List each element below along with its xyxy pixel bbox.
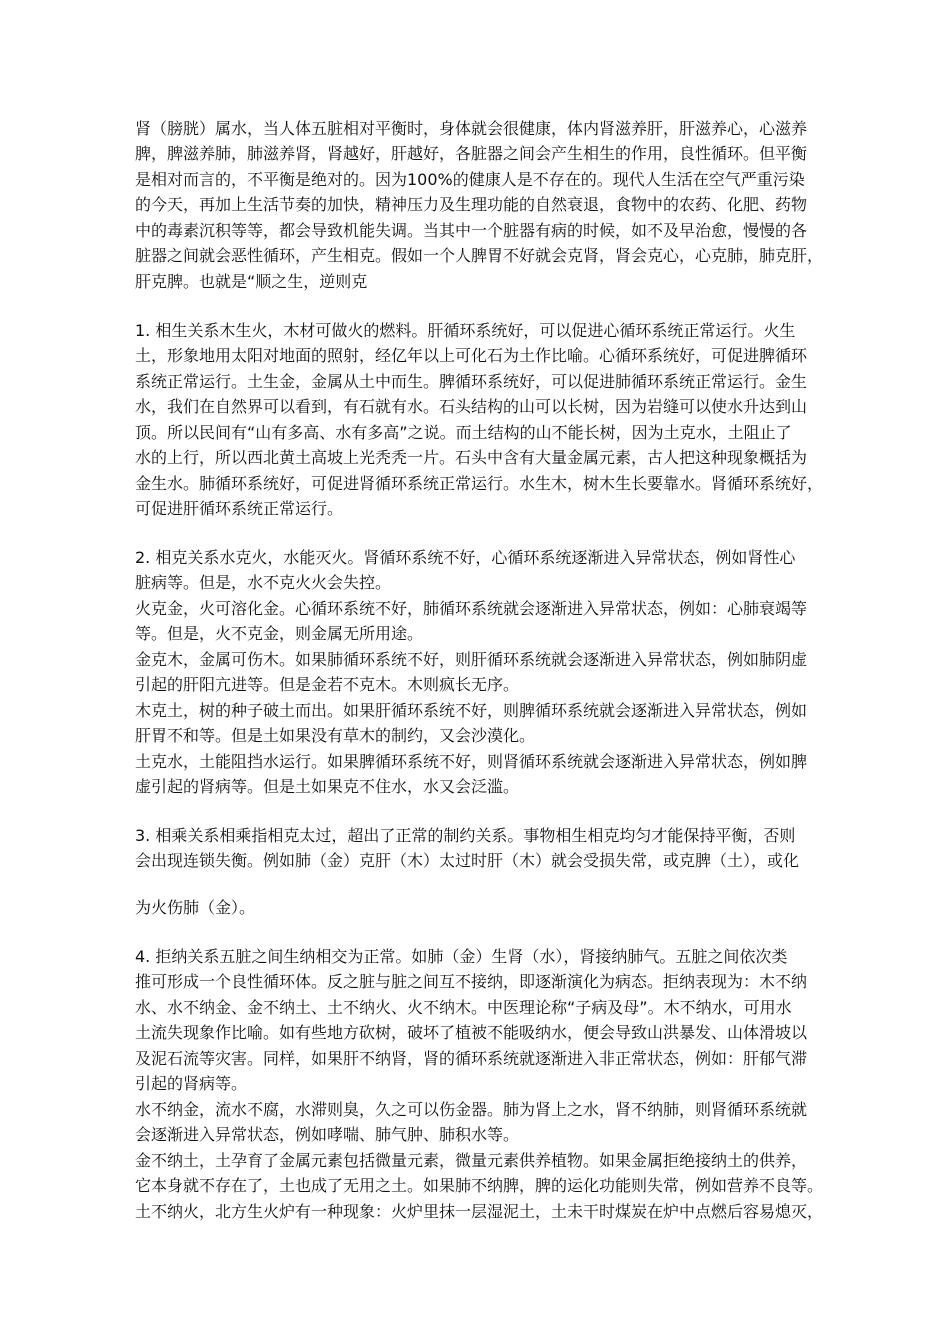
section4-line: 土不纳火，北方生火炉有一种现象：火炉里抹一层湿泥土，土未干时煤炭在炉中点燃后容易熄灭， [135, 1202, 824, 1221]
section1-line: 系统正常运行。土生金，金属从土中而生。脾循环系统好，可以促进肺循环系统正常运行。金生 [135, 372, 808, 391]
intro-line: 肝克脾。也就是“顺之生，逆则克 [135, 272, 368, 291]
section2-line: 土克水，土能阻挡水运行。如果脾循环系统不好，则肾循环系统就会逐渐进入异常状态，例如脾 [135, 752, 808, 771]
intro-line: 脾，脾滋养肺，肺滋养肾，肾越好，肝越好，各脏器之间会产生相生的作用，良性循环。但平衡 [135, 144, 808, 163]
section2-line: 金克木，金属可伤木。如果肺循环系统不好，则肝循环系统就会逐渐进入异常状态，例如肺阴虚 [135, 650, 808, 669]
section1-line: 可促进肝循环系统正常运行。 [135, 499, 344, 518]
section1-line: 金生水。肺循环系统好，可促进肾循环系统正常运行。水生木，树木生长要靠水。肾循环系统好， [135, 474, 824, 493]
section3-line: 3. 相乘关系相乘指相克太过，超出了正常的制约关系。事物相生相克均匀才能保持平衡，否则 [135, 826, 796, 845]
section2-line: 引起的肝阳亢进等。但是金若不克木。木则疯长无序。 [135, 675, 520, 694]
section3-line: 会出现连锁失衡。例如肺（金）克肝（木）太过时肝（木）就会受损失常，或克脾（土），或化 [135, 851, 800, 870]
section3-line: 为火伤肺（金）。 [135, 898, 256, 917]
section4-line: 引起的肾病等。 [135, 1074, 248, 1093]
section4-line: 土流失现象作比喻。如有些地方砍树，破坏了植被不能吸纳水，便会导致山洪暴发、山体滑坡以 [135, 1023, 808, 1042]
section4-line: 它本身就不存在了，土也成了无用之土。如果肺不纳脾，脾的运化功能则失常，例如营养不良等。 [135, 1176, 824, 1195]
intro-line: 中的毒素沉积等等，都会导致机能失调。当其中一个脏器有病的时候，如不及早治愈，慢慢的各 [135, 221, 808, 240]
intro-line: 肾（膀胱）属水，当人体五脏相对平衡时，身体就会很健康，体内肾滋养肝，肝滋养心，心滋养 [135, 119, 808, 138]
section2-line: 虚引起的肾病等。但是土如果克不住水，水又会泛滥。 [135, 777, 520, 796]
section4-line: 推可形成一个良性循环体。反之脏与脏之间互不接纳，即逐渐演化为病态。拒纳表现为：木不纳 [135, 972, 808, 991]
section2-line: 火克金，火可溶化金。心循环系统不好，肺循环系统就会逐渐进入异常状态，例如：心肺衰竭等 [135, 599, 808, 618]
section4-line: 4. 拒纳关系五脏之间生纳相交为正常。如肺（金）生肾（水），肾接纳肺气。五脏之间依次类 [135, 947, 788, 966]
intro-line: 是相对而言的，不平衡是绝对的。因为100%的健康人是不存在的。现代人生活在空气严重污染 [135, 170, 805, 189]
section2-line: 等。但是，火不克金，则金属无所用途。 [135, 624, 424, 643]
section1-line: 水的上行，所以西北黄土高坡上光秃秃一片。石头中含有大量金属元素，古人把这种现象概括为 [135, 448, 808, 467]
section4-line: 水、水不纳金、金不纳土、土不纳火、火不纳木。中医理论称“子病及母”。木不纳水，可用水 [135, 998, 792, 1017]
section4-line: 及泥石流等灾害。同样，如果肝不纳肾，肾的循环系统就逐渐进入非正常状态，例如：肝郁气滞 [135, 1049, 808, 1068]
section4-line: 金不纳土，土孕育了金属元素包括微量元素，微量元素供养植物。如果金属拒绝接纳土的供养， [135, 1151, 808, 1170]
section2-line: 脏病等。但是，水不克火火会失控。 [135, 573, 392, 592]
section1-line: 1. 相生关系木生火，木材可做火的燃料。肝循环系统好，可以促进心循环系统正常运行。火生 [135, 321, 796, 340]
section2-line: 木克土，树的种子破土而出。如果肝循环系统不好，则脾循环系统就会逐渐进入异常状态，例如 [135, 701, 808, 720]
intro-line: 脏器之间就会恶性循环，产生相克。假如一个人脾胃不好就会克肾，肾会克心，心克肺，肺克肝， [135, 246, 824, 265]
section1-line: 水，我们在自然界可以看到，有石就有水。石头结构的山可以长树，因为岩缝可以使水升达到山 [135, 397, 808, 416]
intro-line: 的今天，再加上生活节奏的加快，精神压力及生理功能的自然衰退，食物中的农药、化肥、药物 [135, 195, 808, 214]
section2-line: 肝胃不和等。但是土如果没有草木的制约，又会沙漠化。 [135, 726, 536, 745]
section2-line: 2. 相克关系水克火，水能灭火。肾循环系统不好，心循环系统逐渐进入异常状态，例如肾性心 [135, 548, 796, 567]
section4-line: 会逐渐进入异常状态，例如哮喘、肺气肿、肺积水等。 [135, 1125, 520, 1144]
section1-line: 土，形象地用太阳对地面的照射，经亿年以上可化石为土作比喻。心循环系统好，可促进脾循环 [135, 346, 808, 365]
section1-line: 顶。所以民间有“山有多高、水有多高”之说。而土结构的山不能长树，因为土克水，土阻止了 [135, 423, 792, 442]
section4-line: 水不纳金，流水不腐，水滞则臭，久之可以伤金器。肺为肾上之水，肾不纳肺，则肾循环系统就 [135, 1100, 808, 1119]
